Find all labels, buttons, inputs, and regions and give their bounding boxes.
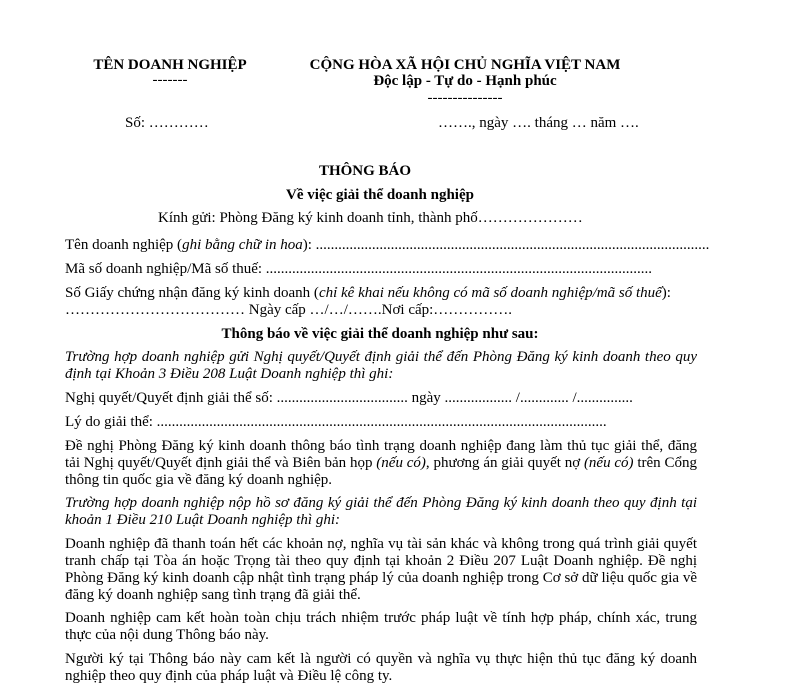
certificate-number-field: Số Giấy chứng nhận đăng ký kinh doanh (chỉ kê khai nếu không có mã số doanh nghiệp/mã số thuế): xyxy=(65,285,671,301)
country-name: CỘNG HÒA XÃ HỘI CHỦ NGHĨA VIỆT NAM xyxy=(309,57,621,73)
tax-code-field: Mã số doanh nghiệp/Mã số thuế: ....................................................................................................... xyxy=(65,261,653,277)
request-note-1: (nếu có) xyxy=(376,455,426,471)
company-name-field: Tên doanh nghiệp (ghi bằng chữ in hoa): ......................................................................................................... xyxy=(65,237,710,253)
certificate-note: chỉ kê khai nếu không có mã số doanh nghiệp/mã số thuế xyxy=(318,285,662,301)
document-date: ……., ngày …. tháng … năm …. xyxy=(438,115,639,131)
certificate-issue-line: ……………………………… Ngày cấp …/…/…….Nơi cấp:……………. xyxy=(65,302,513,318)
request-note-2: (nếu có) xyxy=(583,455,634,471)
national-motto: Độc lập - Tự do - Hạnh phúc xyxy=(373,73,557,89)
case2-intro: Trường hợp doanh nghiệp nộp hồ sơ đăng ký giải thể đến Phòng Đăng ký kinh doanh theo quy định tại khoản 1 Điều 210 Luật Doanh nghiệp thì ghi: xyxy=(65,495,697,528)
company-name-note: ghi bằng chữ in hoa xyxy=(182,237,303,253)
company-name-heading: TÊN DOANH NGHIỆP xyxy=(93,57,247,73)
commitment-paragraph-2: Người ký tại Thông báo này cam kết là người có quyền và nghĩa vụ thực hiện thủ tục đăng ký doanh nghiệp theo quy định của pháp luật và Điều lệ công ty. xyxy=(65,651,697,684)
company-heading-rule: ------- xyxy=(152,72,188,88)
case1-intro: Trường hợp doanh nghiệp gửi Nghị quyết/Quyết định giải thể đến Phòng Đăng ký kinh doanh theo quy định tại Khoản 3 Điều 208 Luật Doanh nghiệp thì ghi: xyxy=(65,349,697,382)
motto-rule: --------------- xyxy=(427,90,503,106)
recipient-line: Kính gửi: Phòng Đăng ký kinh doanh tỉnh, thành phố………………… xyxy=(158,210,583,226)
commitment-paragraph-1: Doanh nghiệp cam kết hoàn toàn chịu trách nhiệm trước pháp luật về tính hợp pháp, chính xác, trung thực của nội dung Thông báo này. xyxy=(65,610,697,643)
document-number: Số: ………… xyxy=(125,115,209,131)
document-subject: Về việc giải thể doanh nghiệp xyxy=(286,187,474,203)
case2-body: Doanh nghiệp đã thanh toán hết các khoản nợ, nghĩa vụ tài sản khác và không trong quá trình giải quyết tranh chấp tại Tòa án hoặc Trọng tài theo quy định tại khoản 2 Điều 207 Luật Doanh nghiệp. Đề nghị Phòng Đăng ký kinh doanh cập nhật tình trạng pháp lý của doanh nghiệp trong Cơ sở dữ liệu quốc gia về đăng ký doanh nghiệp sang tình trạng đã giải thể. xyxy=(65,536,697,603)
section-title: Thông báo về việc giải thể doanh nghiệp như sau: xyxy=(221,326,539,342)
case1-request: Đề nghị Phòng Đăng ký kinh doanh thông báo tình trạng doanh nghiệp đang làm thủ tục giải thể, đăng tải Nghị quyết/Quyết định giải thể và Biên bản họp (nếu có), phương án giải quyết nợ (nếu có) trên Cổng thông tin quốc gia về đăng ký doanh nghiệp. xyxy=(65,438,697,488)
dissolution-reason-field: Lý do giải thể: ........................................................................................................................ xyxy=(65,414,607,430)
document-title: THÔNG BÁO xyxy=(318,163,412,179)
decision-number-field: Nghị quyết/Quyết định giải thể số: ................................... ngày .................. /............. /............... xyxy=(65,390,633,406)
